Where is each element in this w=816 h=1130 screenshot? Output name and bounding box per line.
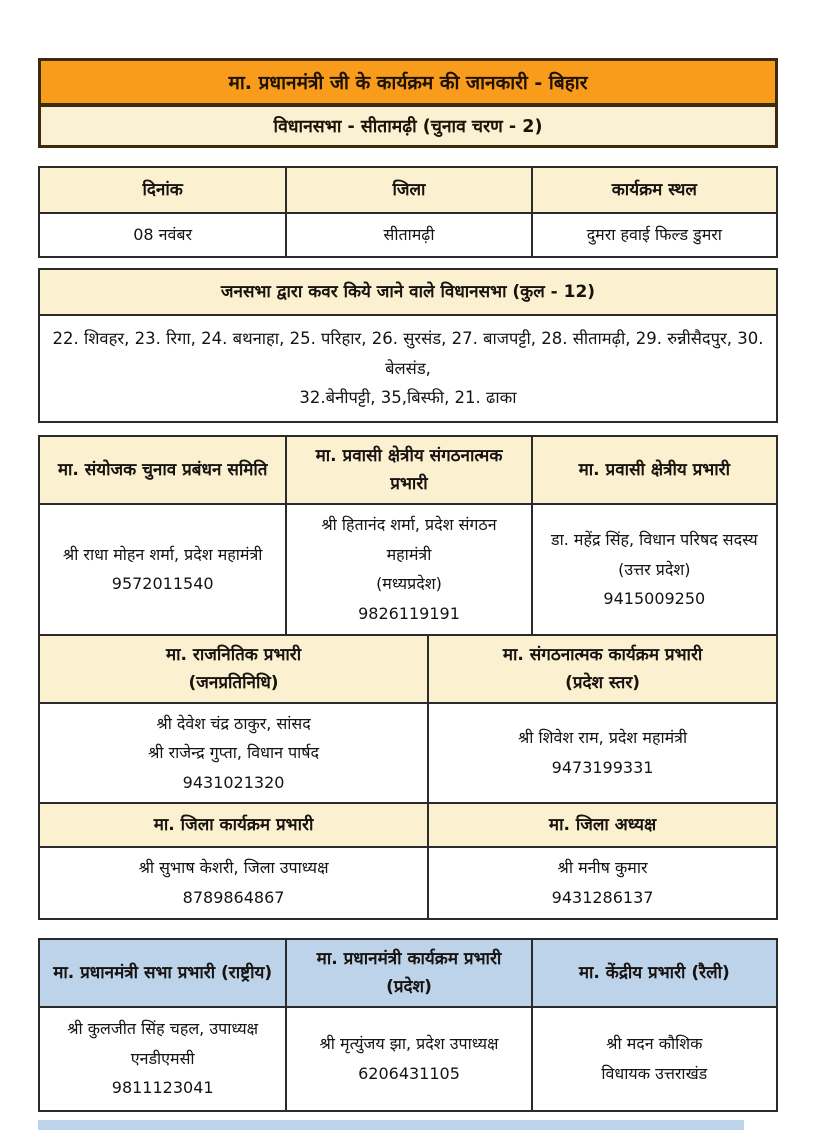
coverage-list — [40, 316, 776, 421]
value-cell-pravasi-org-incharge — [285, 505, 530, 633]
header-cell-venue: कार्यक्रम स्थल — [531, 168, 776, 212]
value-cell-venue: दुमरा हवाई फिल्ड डुमरा — [531, 214, 776, 256]
person-name: श्री राजेन्द्र गुप्ता, विधान पार्षद — [148, 743, 320, 763]
value-cell-convener — [40, 505, 285, 633]
pm-value-row — [40, 1006, 776, 1110]
header-cell-pravasi-incharge: मा. प्रवासी क्षेत्रीय प्रभारी — [531, 437, 776, 503]
header-cell-political-incharge — [40, 636, 427, 702]
value-cell-pm-sabha-incharge — [40, 1008, 285, 1110]
schedule-value-row — [40, 212, 776, 256]
header-cell-pravasi-org-incharge: मा. प्रवासी क्षेत्रीय संगठनात्मक प्रभारी — [285, 437, 530, 503]
value-cell-pravasi-incharge — [531, 505, 776, 633]
pm-header-row — [40, 940, 776, 1006]
person-phone: 6206431105 — [358, 1063, 460, 1083]
committee-value-row — [40, 503, 776, 633]
header-cell-date: दिनांक — [40, 168, 285, 212]
committee-header-row — [40, 437, 776, 503]
value-cell-pm-program-incharge — [285, 1008, 530, 1110]
header-line: (जनप्रतिनिधि) — [188, 672, 279, 693]
person-phone: 9826119191 — [358, 603, 460, 623]
value-cell-district: सीतामढ़ी — [285, 214, 530, 256]
pm-officials-table — [38, 938, 778, 1112]
header-cell-pm-sabha-incharge: मा. प्रधानमंत्री सभा प्रभारी (राष्ट्रीय) — [40, 940, 285, 1006]
header-cell-district-program-incharge: मा. जिला कार्यक्रम प्रभारी — [40, 804, 427, 846]
coverage-header-row — [40, 270, 776, 314]
person-state: (उत्तर प्रदेश) — [618, 559, 691, 579]
person-name: श्री राधा मोहन शर्मा, प्रदेश महामंत्री — [62, 544, 263, 564]
coverage-section — [38, 268, 778, 423]
officials-table — [38, 435, 778, 920]
person-name: श्री देवेश चंद्र ठाकुर, सांसद — [156, 713, 311, 733]
page-subtitle: विधानसभा - सीतामढ़ी (चुनाव चरण - 2) — [41, 107, 775, 145]
next-table-strip — [38, 1120, 744, 1130]
page-title: मा. प्रधानमंत्री जी के कार्यक्रम की जानकारी - बिहार — [41, 61, 775, 107]
person-phone: 9431286137 — [551, 888, 654, 907]
political-header-row — [40, 634, 776, 702]
coverage-list-line1: 22. शिवहर, 23. रिगा, 24. बथनाहा, 25. परिहार, 26. सुरसंड, 27. बाजपट्टी, 28. सीतामढ़ी, 29. रुन्नीसैदपुर, 30. बेलसंड, — [52, 329, 764, 378]
person-phone: 9811123041 — [111, 1078, 214, 1098]
person-name: डा. महेंद्र सिंह, विधान परिषद सदस्य — [551, 529, 758, 549]
coverage-title: जनसभा द्वारा कवर किये जाने वाले विधानसभा (कुल - 12) — [40, 270, 776, 314]
person-phone: 9572011540 — [111, 574, 214, 594]
header-cell-district-president: मा. जिला अध्यक्ष — [427, 804, 776, 846]
person-name: श्री मृत्युंजय झा, प्रदेश उपाध्यक्ष — [319, 1034, 499, 1054]
title-banner — [38, 58, 778, 148]
header-cell-convener: मा. संयोजक चुनाव प्रबंधन समिति — [40, 437, 285, 503]
value-cell-district-program-incharge — [40, 848, 427, 917]
header-line: मा. संगठनात्मक कार्यक्रम प्रभारी — [502, 644, 703, 665]
schedule-table — [38, 166, 778, 258]
value-cell-central-incharge — [531, 1008, 776, 1110]
political-value-row — [40, 702, 776, 803]
person-phone: 9415009250 — [603, 589, 706, 609]
person-phone: 9431021320 — [182, 772, 285, 792]
value-cell-date: 08 नवंबर — [133, 225, 193, 245]
document-page — [38, 0, 778, 1130]
person-name: श्री शिवेश राम, प्रदेश महामंत्री — [517, 728, 688, 748]
header-cell-district: जिला — [285, 168, 530, 212]
schedule-header-row — [40, 168, 776, 212]
header-cell-central-incharge: मा. केंद्रीय प्रभारी (रैली) — [531, 940, 776, 1006]
value-cell-org-program-incharge — [427, 704, 776, 803]
header-cell-pm-program-incharge: मा. प्रधानमंत्री कार्यक्रम प्रभारी (प्रदेश) — [285, 940, 530, 1006]
person-name: श्री सुभाष केशरी, जिला उपाध्यक्ष — [138, 858, 329, 878]
person-org: एनडीएमसी — [130, 1048, 195, 1068]
header-line: मा. राजनितिक प्रभारी — [165, 644, 302, 665]
person-name: श्री हितानंद शर्मा, प्रदेश संगठन महामंत्री — [321, 515, 497, 564]
person-phone: 8789864867 — [182, 888, 285, 907]
district-header-row — [40, 802, 776, 846]
header-cell-org-program-incharge — [427, 636, 776, 702]
header-line: (प्रदेश स्तर) — [565, 672, 641, 693]
value-cell-political-incharge — [40, 704, 427, 803]
person-role: विधायक उत्तराखंड — [601, 1063, 708, 1083]
person-name: श्री मनीष कुमार — [557, 858, 648, 878]
person-name: श्री मदन कौशिक — [606, 1034, 703, 1054]
coverage-body-row — [40, 314, 776, 421]
person-phone: 9473199331 — [551, 758, 654, 778]
person-state: (मध्यप्रदेश) — [376, 574, 442, 594]
person-name: श्री कुलजीत सिंह चहल, उपाध्यक्ष — [67, 1019, 259, 1039]
district-value-row — [40, 846, 776, 917]
value-cell-district-president — [427, 848, 776, 917]
coverage-list-line2: 32.बेनीपट्टी, 35,बिस्फी, 21. ढाका — [299, 388, 517, 408]
